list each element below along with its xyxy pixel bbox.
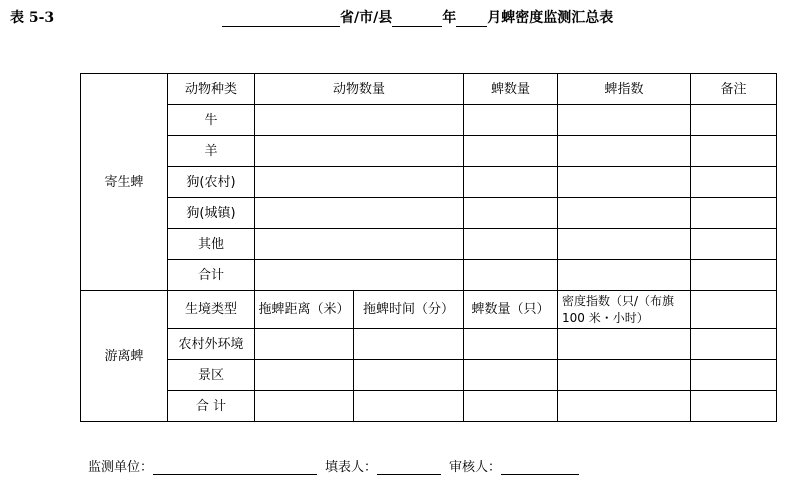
header-drag-time: 拖蜱时间（分） bbox=[354, 291, 464, 329]
input-cell[interactable] bbox=[691, 260, 777, 291]
input-cell[interactable] bbox=[558, 260, 691, 291]
input-cell[interactable] bbox=[464, 391, 558, 422]
input-cell[interactable] bbox=[354, 360, 464, 391]
header-animal-type: 动物种类 bbox=[168, 74, 255, 105]
input-cell[interactable] bbox=[464, 167, 558, 198]
input-cell[interactable] bbox=[691, 391, 777, 422]
input-cell[interactable] bbox=[464, 329, 558, 360]
input-cell[interactable] bbox=[691, 291, 777, 329]
input-cell[interactable] bbox=[691, 198, 777, 229]
input-cell[interactable] bbox=[558, 167, 691, 198]
reviewer-label: 审核人： bbox=[449, 460, 502, 475]
input-cell[interactable] bbox=[255, 198, 464, 229]
input-cell[interactable] bbox=[558, 229, 691, 260]
input-cell[interactable] bbox=[464, 260, 558, 291]
input-cell[interactable] bbox=[255, 136, 464, 167]
table-row bbox=[81, 198, 777, 229]
input-cell[interactable] bbox=[255, 360, 354, 391]
table-row bbox=[81, 329, 777, 360]
table-row bbox=[81, 167, 777, 198]
row-label: 景区 bbox=[168, 360, 255, 391]
filler-field[interactable] bbox=[377, 460, 441, 475]
input-cell[interactable] bbox=[691, 229, 777, 260]
header-tick-count: 蜱数量 bbox=[464, 74, 558, 105]
row-label: 合 计 bbox=[168, 391, 255, 422]
input-cell[interactable] bbox=[255, 167, 464, 198]
row-label: 羊 bbox=[168, 136, 255, 167]
year-blank[interactable] bbox=[392, 11, 442, 27]
input-cell[interactable] bbox=[255, 229, 464, 260]
title-year: 年 bbox=[442, 10, 457, 26]
page-title bbox=[222, 7, 613, 27]
title-province: 省/市/县 bbox=[340, 10, 393, 26]
table-row bbox=[81, 74, 777, 105]
title-suffix: 月蜱密度监测汇总表 bbox=[487, 10, 614, 26]
input-cell[interactable] bbox=[255, 391, 354, 422]
table-row bbox=[81, 229, 777, 260]
parasitic-group-label: 寄生蜱 bbox=[81, 74, 168, 291]
input-cell[interactable] bbox=[691, 167, 777, 198]
month-blank[interactable] bbox=[456, 11, 487, 27]
input-cell[interactable] bbox=[558, 198, 691, 229]
input-cell[interactable] bbox=[464, 198, 558, 229]
table-row bbox=[81, 360, 777, 391]
input-cell[interactable] bbox=[691, 360, 777, 391]
input-cell[interactable] bbox=[691, 329, 777, 360]
table-row bbox=[81, 391, 777, 422]
input-cell[interactable] bbox=[255, 105, 464, 136]
input-cell[interactable] bbox=[558, 329, 691, 360]
signature-footer bbox=[88, 456, 579, 475]
table-row bbox=[81, 105, 777, 136]
table-number: 表 5-3 bbox=[10, 10, 55, 26]
input-cell[interactable] bbox=[558, 360, 691, 391]
free-group-label: 游离蜱 bbox=[81, 291, 168, 422]
input-cell[interactable] bbox=[464, 136, 558, 167]
row-label: 农村外环境 bbox=[168, 329, 255, 360]
input-cell[interactable] bbox=[558, 391, 691, 422]
input-cell[interactable] bbox=[691, 105, 777, 136]
row-label: 其他 bbox=[168, 229, 255, 260]
header-remarks: 备注 bbox=[691, 74, 777, 105]
input-cell[interactable] bbox=[255, 329, 354, 360]
filler-label: 填表人： bbox=[325, 460, 378, 475]
province-blank[interactable] bbox=[222, 11, 340, 27]
row-label: 合计 bbox=[168, 260, 255, 291]
table-row bbox=[81, 136, 777, 167]
monitoring-unit-field[interactable] bbox=[153, 460, 317, 475]
header-tick-index: 蜱指数 bbox=[558, 74, 691, 105]
table-row bbox=[81, 260, 777, 291]
monitoring-unit-label: 监测单位： bbox=[88, 460, 154, 475]
input-cell[interactable] bbox=[558, 136, 691, 167]
input-cell[interactable] bbox=[464, 360, 558, 391]
row-label: 狗(城镇) bbox=[168, 198, 255, 229]
input-cell[interactable] bbox=[464, 229, 558, 260]
reviewer-field[interactable] bbox=[501, 460, 579, 475]
row-label: 牛 bbox=[168, 105, 255, 136]
input-cell[interactable] bbox=[354, 391, 464, 422]
input-cell[interactable] bbox=[464, 105, 558, 136]
input-cell[interactable] bbox=[354, 329, 464, 360]
header-habitat-type: 生境类型 bbox=[168, 291, 255, 329]
header-free-tick-count: 蜱数量（只） bbox=[464, 291, 558, 329]
input-cell[interactable] bbox=[558, 105, 691, 136]
input-cell[interactable] bbox=[691, 136, 777, 167]
header-animal-count: 动物数量 bbox=[255, 74, 464, 105]
input-cell[interactable] bbox=[255, 260, 464, 291]
row-label: 狗(农村) bbox=[168, 167, 255, 198]
header-drag-distance: 拖蜱距离（米） bbox=[255, 291, 354, 329]
table-row bbox=[81, 291, 777, 329]
tick-density-table bbox=[80, 73, 777, 422]
header-density-index: 密度指数（只/（布旗 100 米・小时） bbox=[558, 291, 691, 329]
